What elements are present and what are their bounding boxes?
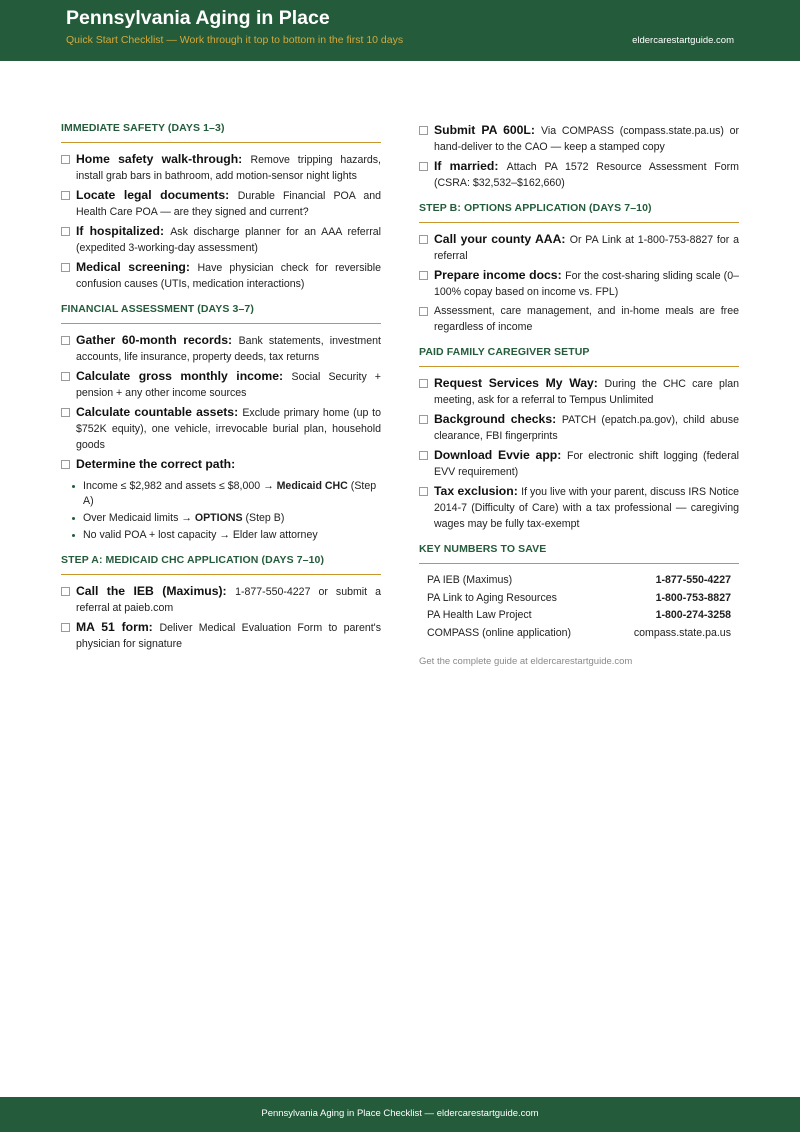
checkbox[interactable] bbox=[61, 460, 70, 469]
checkbox[interactable] bbox=[61, 372, 70, 381]
checklist-item bbox=[419, 483, 739, 532]
checklist-item bbox=[419, 267, 739, 300]
key-numbers-table bbox=[419, 572, 739, 642]
checklist-item bbox=[61, 619, 381, 652]
item-lead: Call the IEB (Maximus): bbox=[76, 584, 236, 598]
section-heading-key-numbers: KEY NUMBERS TO SAVE bbox=[419, 543, 739, 564]
checklist-item bbox=[419, 375, 739, 408]
item-body: If you live with your parent, discuss IRS Notice 2014-7 (Difficulty of Care) with a tax professional — caregiving wages may be fully tax-exempt bbox=[434, 486, 740, 530]
table-row bbox=[419, 625, 739, 643]
table-row bbox=[419, 607, 739, 625]
page-footer bbox=[0, 1097, 800, 1132]
item-lead: Calculate countable assets: bbox=[76, 405, 243, 419]
checkbox[interactable] bbox=[61, 263, 70, 272]
key-value[interactable]: compass.state.pa.us bbox=[633, 626, 731, 639]
checkbox[interactable] bbox=[61, 623, 70, 632]
item-lead: Medical screening: bbox=[76, 260, 198, 274]
checklist-item bbox=[419, 303, 739, 335]
path-emphasis: OPTIONS bbox=[194, 512, 243, 524]
guide-note: Get the complete guide at eldercarestartguide.com bbox=[419, 656, 633, 667]
path-text: No valid POA + lost capacity → Elder law attorney bbox=[83, 529, 318, 541]
checklist-item bbox=[419, 411, 739, 444]
item-lead: Locate legal documents: bbox=[76, 188, 238, 202]
item-lead: Tax exclusion: bbox=[434, 484, 522, 498]
item-body: Ask discharge planner for an AAA referral (expedited 3-working-day assessment) bbox=[76, 226, 382, 254]
checklist-item bbox=[61, 259, 381, 292]
checklist-item bbox=[61, 583, 381, 616]
checklist-item bbox=[61, 151, 381, 184]
checklist-item bbox=[419, 231, 739, 264]
item-lead: Background checks: bbox=[434, 412, 562, 426]
item-lead: Call your county AAA: bbox=[434, 232, 570, 246]
section-heading-step-b: STEP B: OPTIONS APPLICATION (DAYS 7–10) bbox=[419, 202, 739, 223]
item-lead: If hospitalized: bbox=[76, 224, 171, 238]
path-item bbox=[72, 511, 381, 526]
key-label: PA Health Law Project bbox=[427, 609, 532, 621]
checkbox[interactable] bbox=[61, 336, 70, 345]
item-lead: Submit PA 600L: bbox=[434, 123, 542, 137]
item-body: Deliver Medical Evaluation Form to parent's physician for signature bbox=[76, 622, 381, 650]
page-title: Pennsylvania Aging in Place bbox=[66, 7, 330, 29]
page-subtitle: Quick Start Checklist — Work through it top to bottom in the first 10 days bbox=[66, 34, 404, 46]
checkbox[interactable] bbox=[419, 379, 428, 388]
path-text: Income ≤ $2,982 and assets ≤ $8,000 → bbox=[83, 480, 277, 492]
checkbox[interactable] bbox=[61, 155, 70, 164]
path-text-end: (Step A) bbox=[83, 480, 377, 507]
checklist-item bbox=[61, 404, 381, 453]
checkbox[interactable] bbox=[419, 162, 428, 171]
checklist-item bbox=[61, 187, 381, 220]
checklist-item bbox=[61, 456, 381, 473]
path-text: Over Medicaid limits → bbox=[83, 512, 195, 524]
item-lead: Prepare income docs: bbox=[434, 268, 566, 282]
item-body: Attach PA 1572 Resource Assessment Form (CSRA: $32,532–$162,660) bbox=[434, 161, 739, 189]
item-body: Have physician check for reversible confusion causes (UTIs, medication interactions) bbox=[76, 262, 381, 290]
key-label: COMPASS (online application) bbox=[427, 626, 572, 639]
item-lead: Request Services My Way: bbox=[434, 376, 605, 390]
item-body: PATCH (epatch.pa.gov), child abuse clearance, FBI fingerprints bbox=[434, 414, 739, 442]
item-lead: Home safety walk-through: bbox=[76, 152, 251, 166]
path-list bbox=[61, 479, 381, 543]
checkbox[interactable] bbox=[419, 307, 428, 316]
checkbox[interactable] bbox=[419, 271, 428, 280]
checkbox[interactable] bbox=[419, 235, 428, 244]
page-header bbox=[0, 0, 800, 61]
left-column bbox=[61, 122, 381, 655]
checkbox[interactable] bbox=[61, 587, 70, 596]
checklist-item bbox=[61, 368, 381, 401]
item-lead: Download Evvie app: bbox=[434, 448, 568, 462]
table-row bbox=[419, 572, 739, 590]
item-body: Bank statements, investment accounts, life insurance, property deeds, tax returns bbox=[76, 335, 381, 363]
section-heading-step-a: STEP A: MEDICAID CHC APPLICATION (DAYS 7–10) bbox=[61, 554, 381, 575]
path-text-end: (Step B) bbox=[242, 512, 285, 524]
checkbox[interactable] bbox=[419, 415, 428, 424]
section-heading-immediate-safety: IMMEDIATE SAFETY (DAYS 1–3) bbox=[61, 122, 381, 143]
item-lead: If married: bbox=[434, 159, 507, 173]
key-value: 1-877-550-4227 bbox=[655, 574, 731, 586]
path-emphasis: Medicaid CHC bbox=[276, 480, 348, 492]
checkbox[interactable] bbox=[419, 451, 428, 460]
item-body: Or PA Link at 1-800-753-8827 for a referral bbox=[434, 234, 739, 262]
item-body: Durable Financial POA and Health Care POA — are they signed and current? bbox=[76, 190, 381, 218]
checklist-item bbox=[61, 223, 381, 256]
section-heading-caregiver: PAID FAMILY CAREGIVER SETUP bbox=[419, 346, 739, 367]
footer-text: Pennsylvania Aging in Place Checklist — eldercarestartguide.com bbox=[261, 1108, 539, 1119]
section-heading-financial-assessment: FINANCIAL ASSESSMENT (DAYS 3–7) bbox=[61, 303, 381, 324]
checklist-item bbox=[419, 158, 739, 191]
table-row bbox=[419, 590, 739, 608]
path-item bbox=[72, 479, 381, 509]
checkbox[interactable] bbox=[61, 227, 70, 236]
item-lead: Gather 60-month records: bbox=[76, 333, 239, 347]
item-body: For electronic shift logging (federal EVV requirement) bbox=[434, 450, 739, 478]
item-body: Assessment, care management, and in-home meals are free regardless of income bbox=[434, 305, 739, 333]
item-body: Remove tripping hazards, install grab bars in bathroom, add motion-sensor night lights bbox=[76, 154, 381, 182]
item-lead: Calculate gross monthly income: bbox=[76, 369, 292, 383]
item-body: Social Security + pension + any other income sources bbox=[76, 371, 381, 399]
item-lead: Determine the correct path: bbox=[76, 457, 236, 471]
header-site-link[interactable]: eldercarestartguide.com bbox=[632, 35, 734, 46]
right-column bbox=[419, 122, 739, 667]
checkbox[interactable] bbox=[61, 191, 70, 200]
checklist-item bbox=[419, 447, 739, 480]
item-body: Exclude primary home (up to $752K equity), one vehicle, irrevocable burial plan, household goods bbox=[76, 407, 381, 451]
checkbox[interactable] bbox=[419, 487, 428, 496]
key-value: 1-800-274-3258 bbox=[655, 609, 731, 621]
item-lead: MA 51 form: bbox=[76, 620, 160, 634]
item-body: Via COMPASS (compass.state.pa.us) or hand-deliver to the CAO — keep a stamped copy bbox=[434, 125, 739, 153]
key-value: 1-800-753-8827 bbox=[655, 591, 731, 604]
item-body: 1-877-550-4227 or submit a referral at paieb.com bbox=[76, 586, 381, 614]
checklist-item bbox=[419, 122, 739, 155]
checkbox[interactable] bbox=[61, 408, 70, 417]
item-body: For the cost-sharing sliding scale (0–100% copay based on income vs. FPL) bbox=[434, 270, 739, 298]
key-label: PA IEB (Maximus) bbox=[427, 574, 513, 586]
path-item bbox=[72, 528, 381, 543]
checklist-item bbox=[61, 332, 381, 365]
key-label: PA Link to Aging Resources bbox=[427, 591, 557, 604]
item-body: During the CHC care plan meeting, ask for a referral to Tempus Unlimited bbox=[434, 378, 740, 406]
checkbox[interactable] bbox=[419, 126, 428, 135]
